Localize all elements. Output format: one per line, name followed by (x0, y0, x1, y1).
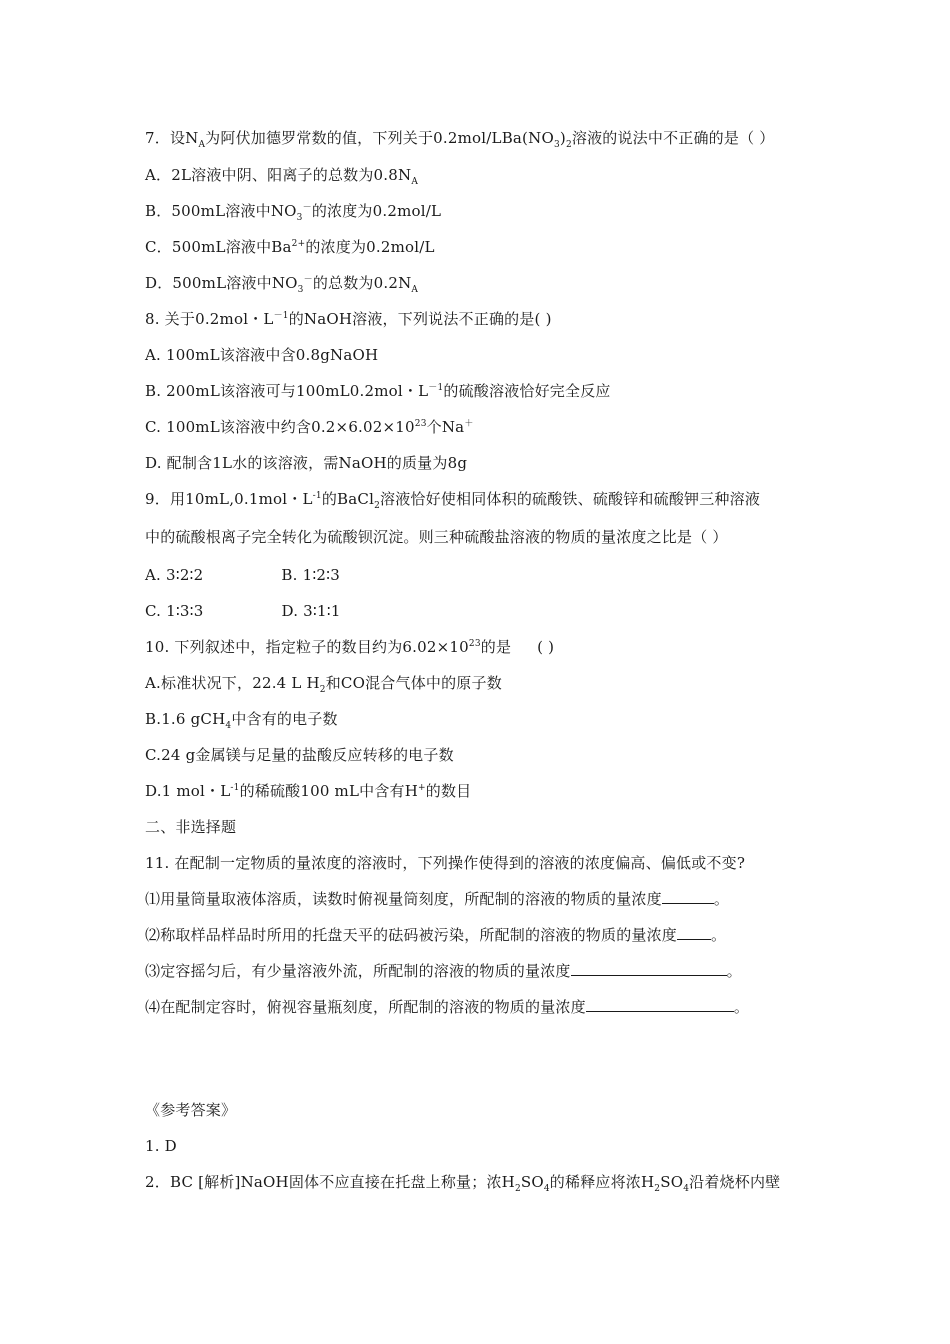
q7-option-c: C．500mL溶液中$Ba^{2+}$的浓度为0.2mol/L (145, 238, 435, 256)
answer-blank (677, 925, 711, 940)
q8-option-b: B. 200mL该溶液可与100mL0.2mol・$L^{-1}$的硫酸溶液恰好完全反应 (145, 382, 611, 400)
q11-part3: ⑶定容摇匀后，有少量溶液外流，所配制的溶液的物质的量浓度 。 (145, 962, 742, 980)
q10-option-a: A.标准状况下，22.4 L $H_2$和CO混合气体中的原子数 (145, 674, 502, 695)
q11-part1: ⑴用量筒量取液体溶质，读数时俯视量筒刻度，所配制的溶液的物质的量浓度 。 (145, 890, 730, 908)
q9-stem-line1: 9．用10mL,0.1mol・$L^{-1}$的BaCl$_2$溶液恰好使相同体积的硫酸铁、硫酸锌和硫酸钾三种溶液 (145, 490, 761, 511)
q7-stem: 7．设$N_A$为阿伏加德罗常数的值，下列关于$0.2mol/LBa(NO_3)_2$溶液的说法中不正确的是（ ） (145, 129, 775, 150)
section-heading: 二、非选择题 (145, 818, 237, 836)
q11-stem: 11. 在配制一定物质的量浓度的溶液时，下列操作使得到的溶液的浓度偏高、偏低或不变? (145, 854, 746, 872)
answer-blank (586, 997, 734, 1012)
q8-option-a: A. 100mL该溶液中含0.8gNaOH (145, 346, 379, 364)
q7-option-a: A．2L溶液中阴、阳离子的总数为$0.8N_A$ (145, 166, 419, 187)
answers-title: 《参考答案》 (145, 1101, 237, 1119)
answer-blank (662, 889, 714, 904)
q9-stem-line2: 中的硫酸根离子完全转化为硫酸钡沉淀。则三种硫酸盐溶液的物质的量浓度之比是（ ） (145, 528, 728, 546)
q7-option-b: B．500mL溶液中$NO_3^-$的浓度为0.2mol/L (145, 202, 442, 223)
q8-option-d: D. 配制含1L水的该溶液，需NaOH的质量为8g (145, 454, 468, 472)
q9-options-row2 (145, 601, 341, 621)
q11-part2: ⑵称取样品样品时所用的托盘天平的砝码被污染，所配制的溶液的物质的量浓度 。 (145, 926, 727, 944)
q9-option-b: B. 1∶2∶3 (281, 566, 341, 584)
q9-option-d: D. 3∶1∶1 (281, 602, 341, 620)
q9-option-c: C. 1∶3∶3 (145, 602, 204, 620)
q8-option-c: C. 100mL该溶液中约含$0.2\times 6.02\times 10^{23}$个Na＋ (145, 418, 474, 436)
answer-blank (571, 961, 727, 976)
q10-option-d: D.1 mol・$L^{-1}$的稀硫酸100 mL中含有H+的数目 (145, 782, 472, 800)
q9-options-row1 (145, 565, 340, 585)
q10-option-c: C.24 g金属镁与足量的盐酸反应转移的电子数 (145, 746, 454, 764)
q8-stem: 8. 关于0.2mol・$L^{-1}$的NaOH溶液，下列说法不正确的是( ) (145, 310, 552, 328)
answer-2: 2．BC [解析]NaOH固体不应直接在托盘上称量；浓$H_2SO_4$的稀释应将浓$H_2SO_4$沿着烧杯内壁 (145, 1173, 781, 1194)
answer-1: 1. D (145, 1137, 177, 1155)
q9-option-a: A. 3∶2∶2 (145, 566, 204, 584)
q10-option-b: B.1.6 gCH$_4$中含有的电子数 (145, 710, 338, 731)
q11-part4: ⑷在配制定容时，俯视容量瓶刻度，所配制的溶液的物质的量浓度 。 (145, 998, 750, 1016)
q7-option-d: D．500mL溶液中$NO_3^-$的总数为$0.2N_A$ (145, 274, 419, 295)
q10-stem: 10. 下列叙述中，指定粒子的数目约为$6.02\times 10^{23}$的是 ( ) (145, 638, 555, 656)
